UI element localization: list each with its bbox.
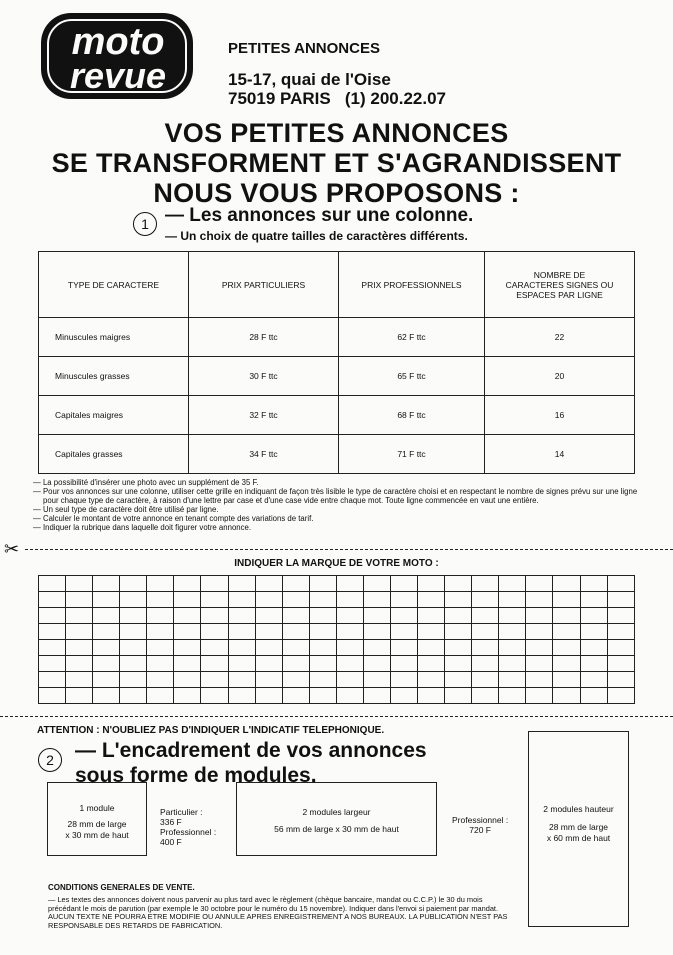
grid-cell[interactable]: [499, 608, 526, 624]
grid-cell[interactable]: [201, 576, 228, 592]
grid-cell[interactable]: [39, 608, 66, 624]
grid-cell[interactable]: [445, 656, 472, 672]
grid-cell[interactable]: [526, 608, 553, 624]
grid-cell[interactable]: [499, 640, 526, 656]
section-2-title-line-2: sous forme de modules.: [75, 764, 317, 787]
grid-label: INDIQUER LA MARQUE DE VOTRE MOTO :: [234, 558, 439, 569]
grid-cell[interactable]: [418, 656, 445, 672]
professionnel-label: Professionnel :: [160, 827, 217, 837]
grid-cell[interactable]: [553, 608, 580, 624]
header-address: [228, 70, 446, 108]
module-two-wide-title: 2 modules largeur: [302, 807, 371, 817]
grid-cell[interactable]: [282, 576, 309, 592]
grid-cell[interactable]: [336, 608, 363, 624]
grid-cell[interactable]: [445, 624, 472, 640]
grid-cell[interactable]: [147, 656, 174, 672]
grid-cell[interactable]: [553, 640, 580, 656]
headline-line-1: VOS PETITES ANNONCES: [164, 118, 509, 148]
cell-nb-caracteres: 20: [485, 357, 635, 396]
grid-cell[interactable]: [526, 656, 553, 672]
note-item: — Calculer le montant de votre annonce en tenant compte des variations de tarif.: [33, 514, 314, 523]
grid-cell[interactable]: [472, 688, 499, 704]
grid-cell[interactable]: [391, 624, 418, 640]
grid-cell[interactable]: [553, 672, 580, 688]
grid-cell[interactable]: [580, 624, 607, 640]
note-item: — Pour vos annonces sur une colonne, utiliser cette grille en indiquant de façon très lisible le type de caractère choisi et en respectant le nombre de signes prévu sur une ligne pour chaque type de caractère, à raison d'une lettre par case et d'une case vide entre chaque mot. Toute ligne commencée en vaut une entière.: [33, 487, 638, 505]
grid-cell[interactable]: [255, 592, 282, 608]
grid-cell[interactable]: [255, 640, 282, 656]
grid-cell[interactable]: [499, 688, 526, 704]
grid-cell[interactable]: [607, 624, 634, 640]
grid-cell[interactable]: [391, 688, 418, 704]
cell-prix-particulier: 30 F ttc: [189, 357, 339, 396]
header-prix-professionnels: PRIX PROFESSIONNELS: [339, 252, 485, 318]
grid-row: [39, 608, 635, 624]
grid-cell[interactable]: [607, 672, 634, 688]
grid-row: [39, 576, 635, 592]
grid-cell[interactable]: [93, 688, 120, 704]
grid-cell[interactable]: [282, 672, 309, 688]
grid-cell[interactable]: [174, 640, 201, 656]
grid-cell[interactable]: [499, 592, 526, 608]
cell-prix-particulier: 34 F ttc: [189, 435, 339, 474]
grid-cell[interactable]: [93, 576, 120, 592]
grid-cell[interactable]: [553, 688, 580, 704]
grid-cell[interactable]: [499, 576, 526, 592]
grid-cell[interactable]: [93, 672, 120, 688]
grid-cell[interactable]: [66, 592, 93, 608]
particulier-label: Particulier :: [160, 807, 203, 817]
grid-cell[interactable]: [120, 608, 147, 624]
grid-cell[interactable]: [526, 624, 553, 640]
grid-cell[interactable]: [39, 688, 66, 704]
cell-prix-pro: 62 F ttc: [339, 318, 485, 357]
grid-cell[interactable]: [391, 592, 418, 608]
grid-cell[interactable]: [499, 672, 526, 688]
grid-cell[interactable]: [147, 576, 174, 592]
grid-cell[interactable]: [580, 672, 607, 688]
grid-cell[interactable]: [472, 624, 499, 640]
grid-cell[interactable]: [147, 624, 174, 640]
grid-cell[interactable]: [39, 592, 66, 608]
module-two-tall-title: 2 modules hauteur: [543, 804, 614, 814]
grid-cell[interactable]: [309, 672, 336, 688]
grid-cell[interactable]: [120, 592, 147, 608]
grid-cell[interactable]: [39, 672, 66, 688]
grid-cell[interactable]: [363, 592, 390, 608]
grid-cell[interactable]: [228, 672, 255, 688]
grid-cell[interactable]: [93, 656, 120, 672]
particulier-price: 336 F: [160, 817, 182, 827]
grid-cell[interactable]: [174, 688, 201, 704]
grid-cell[interactable]: [39, 640, 66, 656]
grid-cell[interactable]: [228, 608, 255, 624]
grid-cell[interactable]: [66, 608, 93, 624]
cell-nb-caracteres: 22: [485, 318, 635, 357]
grid-cell[interactable]: [607, 640, 634, 656]
grid-cell[interactable]: [472, 592, 499, 608]
module-two-wide-box: [236, 782, 437, 856]
grid-cell[interactable]: [201, 640, 228, 656]
grid-cell[interactable]: [418, 672, 445, 688]
grid-cell[interactable]: [282, 624, 309, 640]
tarif-table: [38, 251, 635, 474]
grid-cell[interactable]: [580, 592, 607, 608]
grid-cell[interactable]: [309, 592, 336, 608]
grid-cell[interactable]: [445, 688, 472, 704]
grid-cell[interactable]: [309, 576, 336, 592]
table-row: [39, 318, 635, 357]
grid-cell[interactable]: [228, 624, 255, 640]
grid-cell[interactable]: [363, 576, 390, 592]
table-row: [39, 435, 635, 474]
grid-cell[interactable]: [201, 656, 228, 672]
note-item: — La possibilité d'insérer une photo avec un supplément de 35 F.: [33, 478, 259, 487]
section-2-number: 2: [38, 748, 62, 772]
grid-cell[interactable]: [363, 608, 390, 624]
grid-cell[interactable]: [66, 640, 93, 656]
grid-cell[interactable]: [174, 672, 201, 688]
section-1-number: 1: [133, 212, 157, 236]
cell-type: Capitales grasses: [39, 435, 189, 474]
grid-cell[interactable]: [147, 672, 174, 688]
grid-cell[interactable]: [228, 592, 255, 608]
headline-line-3: NOUS VOUS PROPOSONS :: [153, 178, 520, 208]
grid-cell[interactable]: [472, 576, 499, 592]
grid-cell[interactable]: [201, 624, 228, 640]
logo-word-revue: revue: [69, 55, 167, 96]
grid-cell[interactable]: [228, 576, 255, 592]
grid-cell[interactable]: [147, 608, 174, 624]
grid-cell[interactable]: [39, 576, 66, 592]
cell-type: Minuscules maigres: [39, 318, 189, 357]
grid-cell[interactable]: [66, 624, 93, 640]
professionnel-price: 400 F: [160, 837, 182, 847]
grid-cell[interactable]: [147, 640, 174, 656]
grid-cell[interactable]: [228, 688, 255, 704]
grid-cell[interactable]: [391, 608, 418, 624]
scissors-icon: ✂: [4, 539, 20, 559]
grid-cell[interactable]: [580, 608, 607, 624]
grid-cell[interactable]: [553, 656, 580, 672]
grid-cell[interactable]: [445, 672, 472, 688]
headline-line-2: SE TRANSFORMENT ET S'AGRANDISSENT: [51, 148, 622, 178]
grid-cell[interactable]: [336, 592, 363, 608]
grid-cell[interactable]: [309, 624, 336, 640]
cell-prix-pro: 68 F ttc: [339, 396, 485, 435]
grid-cell[interactable]: [418, 592, 445, 608]
grid-cell[interactable]: [363, 624, 390, 640]
grid-cell[interactable]: [309, 656, 336, 672]
grid-cell[interactable]: [147, 592, 174, 608]
grid-cell[interactable]: [201, 688, 228, 704]
grid-cell[interactable]: [336, 656, 363, 672]
grid-cell[interactable]: [607, 608, 634, 624]
grid-cell[interactable]: [336, 672, 363, 688]
grid-cell[interactable]: [580, 640, 607, 656]
grid-cell[interactable]: [120, 656, 147, 672]
grid-cell[interactable]: [391, 640, 418, 656]
header-type-caractere: TYPE DE CARACTERE: [39, 252, 189, 318]
grid-cell[interactable]: [472, 672, 499, 688]
module-two-wide-price: [452, 815, 508, 835]
grid-cell[interactable]: [445, 608, 472, 624]
table-row: [39, 357, 635, 396]
attention-text: ATTENTION : N'OUBLIEZ PAS D'INDIQUER L'INDICATIF TELEPHONIQUE.: [37, 725, 385, 736]
grid-cell[interactable]: [391, 656, 418, 672]
grid-cell[interactable]: [526, 640, 553, 656]
grid-cell[interactable]: [255, 672, 282, 688]
cell-prix-pro: 65 F ttc: [339, 357, 485, 396]
module-one-size-2: x 30 mm de haut: [65, 830, 129, 840]
grid-cell[interactable]: [391, 576, 418, 592]
grid-cell[interactable]: [120, 576, 147, 592]
grid-cell[interactable]: [282, 592, 309, 608]
header-prix-particuliers: PRIX PARTICULIERS: [189, 252, 339, 318]
grid-cell[interactable]: [255, 576, 282, 592]
address-city-phone: 75019 PARIS (1) 200.22.07: [228, 89, 446, 108]
grid-cell[interactable]: [201, 672, 228, 688]
grid-cell[interactable]: [418, 576, 445, 592]
grid-cell[interactable]: [309, 608, 336, 624]
module-two-tall-size-2: x 60 mm de haut: [546, 833, 611, 843]
grid-cell[interactable]: [201, 608, 228, 624]
note-item: — Un seul type de caractère doit être utilisé par ligne.: [33, 505, 219, 514]
section-1-subtitle: — Un choix de quatre tailles de caractères différents.: [165, 229, 468, 243]
grid-cell[interactable]: [228, 640, 255, 656]
grid-cell[interactable]: [336, 688, 363, 704]
grid-cell[interactable]: [526, 672, 553, 688]
table-row: [39, 396, 635, 435]
grid-cell[interactable]: [282, 608, 309, 624]
grid-cell[interactable]: [120, 624, 147, 640]
grid-cell[interactable]: [526, 592, 553, 608]
grid-cell[interactable]: [39, 624, 66, 640]
grid-cell[interactable]: [499, 656, 526, 672]
grid-cell[interactable]: [472, 656, 499, 672]
grid-row: [39, 640, 635, 656]
grid-cell[interactable]: [418, 688, 445, 704]
grid-cell[interactable]: [66, 688, 93, 704]
grid-cell[interactable]: [255, 608, 282, 624]
grid-cell[interactable]: [120, 672, 147, 688]
grid-cell[interactable]: [39, 656, 66, 672]
grid-cell[interactable]: [174, 624, 201, 640]
grid-cell[interactable]: [174, 592, 201, 608]
cell-nb-caracteres: 14: [485, 435, 635, 474]
address-street: 15-17, quai de l'Oise: [228, 70, 391, 89]
pro-label: Professionnel :: [452, 815, 509, 825]
module-one-size-1: 28 mm de large: [67, 819, 127, 829]
cell-nb-caracteres: 16: [485, 396, 635, 435]
grid-cell[interactable]: [93, 592, 120, 608]
section-2-title: [75, 738, 427, 788]
grid-cell[interactable]: [607, 656, 634, 672]
logo-word-moto: moto: [71, 21, 165, 63]
grid-cell[interactable]: [282, 688, 309, 704]
grid-cell[interactable]: [282, 656, 309, 672]
grid-cell[interactable]: [391, 672, 418, 688]
cell-type: Minuscules grasses: [39, 357, 189, 396]
grid-cell[interactable]: [282, 640, 309, 656]
grid-cell[interactable]: [363, 672, 390, 688]
section-2-title-line-1: — L'encadrement de vos annonces: [75, 739, 427, 762]
grid-cell[interactable]: [445, 592, 472, 608]
grid-cell[interactable]: [526, 688, 553, 704]
grid-cell[interactable]: [607, 592, 634, 608]
module-one-prices: [160, 807, 216, 847]
grid-cell[interactable]: [93, 640, 120, 656]
cell-type: Capitales maigres: [39, 396, 189, 435]
grid-row: [39, 688, 635, 704]
grid-cell[interactable]: [472, 608, 499, 624]
grid-cell[interactable]: [228, 656, 255, 672]
notes-list: [33, 478, 653, 532]
module-two-tall-box: [528, 731, 629, 927]
moto-revue-logo: [38, 10, 196, 102]
grid-cell[interactable]: [499, 624, 526, 640]
section-1-title: — Les annonces sur une colonne.: [165, 205, 474, 226]
grid-cell[interactable]: [66, 576, 93, 592]
grid-cell[interactable]: [147, 688, 174, 704]
grid-cell[interactable]: [445, 576, 472, 592]
header-nombre-caracteres: NOMBRE DE CARACTERES SIGNES OU ESPACES PAR LIGNE: [485, 252, 635, 318]
grid-cell[interactable]: [66, 656, 93, 672]
headline: [0, 118, 673, 208]
module-two-wide-size: 56 mm de large x 30 mm de haut: [274, 824, 399, 834]
grid-cell[interactable]: [255, 688, 282, 704]
header-title: PETITES ANNONCES: [228, 40, 380, 57]
module-one-box: [47, 782, 147, 856]
grid-cell[interactable]: [580, 656, 607, 672]
grid-cell[interactable]: [309, 688, 336, 704]
table-header-row: [39, 252, 635, 318]
grid-cell[interactable]: [418, 624, 445, 640]
grid-cell[interactable]: [201, 592, 228, 608]
grid-cell[interactable]: [580, 688, 607, 704]
grid-cell[interactable]: [363, 640, 390, 656]
note-item: — Indiquer la rubrique dans laquelle doit figurer votre annonce.: [33, 523, 252, 532]
grid-cell[interactable]: [526, 576, 553, 592]
grid-cell[interactable]: [120, 640, 147, 656]
grid-cell[interactable]: [553, 624, 580, 640]
conditions-title: CONDITIONS GENERALES DE VENTE.: [48, 883, 195, 892]
grid-cell[interactable]: [363, 688, 390, 704]
grid-cell[interactable]: [553, 576, 580, 592]
grid-cell[interactable]: [93, 608, 120, 624]
pro-price: 720 F: [469, 825, 491, 835]
grid-cell[interactable]: [336, 624, 363, 640]
grid-cell[interactable]: [553, 592, 580, 608]
cut-line-bottom: [0, 716, 673, 717]
grid-cell[interactable]: [174, 656, 201, 672]
grid-cell[interactable]: [93, 624, 120, 640]
grid-cell[interactable]: [580, 576, 607, 592]
grid-row: [39, 624, 635, 640]
grid-cell[interactable]: [336, 576, 363, 592]
grid-cell[interactable]: [309, 640, 336, 656]
conditions-text: — Les textes des annonces doivent nous parvenir au plus tard avec le règlement (chèque bancaire, mandat ou C.C.P.) le 30 du mois précédant le mois de parution (par exemple le 30 octobre pour le numéro du 15 novembre). Indiquer dans l'envoi si paiement par mandat. AUCUN TEXTE NE POURRA ETRE MODIFIE OU ANNULE APRES ENREGISTREMENT A NOS BUREAUX. LA PUBLICATION N'EST PAS RESPONSABLE DES RETARDS DE FABRICATION.: [48, 895, 508, 930]
grid-cell[interactable]: [255, 624, 282, 640]
cut-line-top: [25, 549, 673, 550]
grid-cell[interactable]: [445, 640, 472, 656]
grid-cell[interactable]: [607, 576, 634, 592]
grid-cell[interactable]: [66, 672, 93, 688]
grid-cell[interactable]: [418, 608, 445, 624]
grid-cell[interactable]: [336, 640, 363, 656]
grid-cell[interactable]: [174, 576, 201, 592]
cell-prix-particulier: 28 F ttc: [189, 318, 339, 357]
grid-row: [39, 656, 635, 672]
grid-row: [39, 592, 635, 608]
module-one-title: 1 module: [79, 803, 115, 813]
cell-prix-particulier: 32 F ttc: [189, 396, 339, 435]
grid-cell[interactable]: [418, 640, 445, 656]
grid-cell[interactable]: [255, 656, 282, 672]
grid-cell[interactable]: [607, 688, 634, 704]
grid-cell[interactable]: [363, 656, 390, 672]
grid-cell[interactable]: [472, 640, 499, 656]
grid-cell[interactable]: [174, 608, 201, 624]
letter-grid: [38, 575, 635, 704]
grid-row: [39, 672, 635, 688]
module-two-tall-size-1: 28 mm de large: [548, 822, 609, 832]
grid-cell[interactable]: [120, 688, 147, 704]
cell-prix-pro: 71 F ttc: [339, 435, 485, 474]
